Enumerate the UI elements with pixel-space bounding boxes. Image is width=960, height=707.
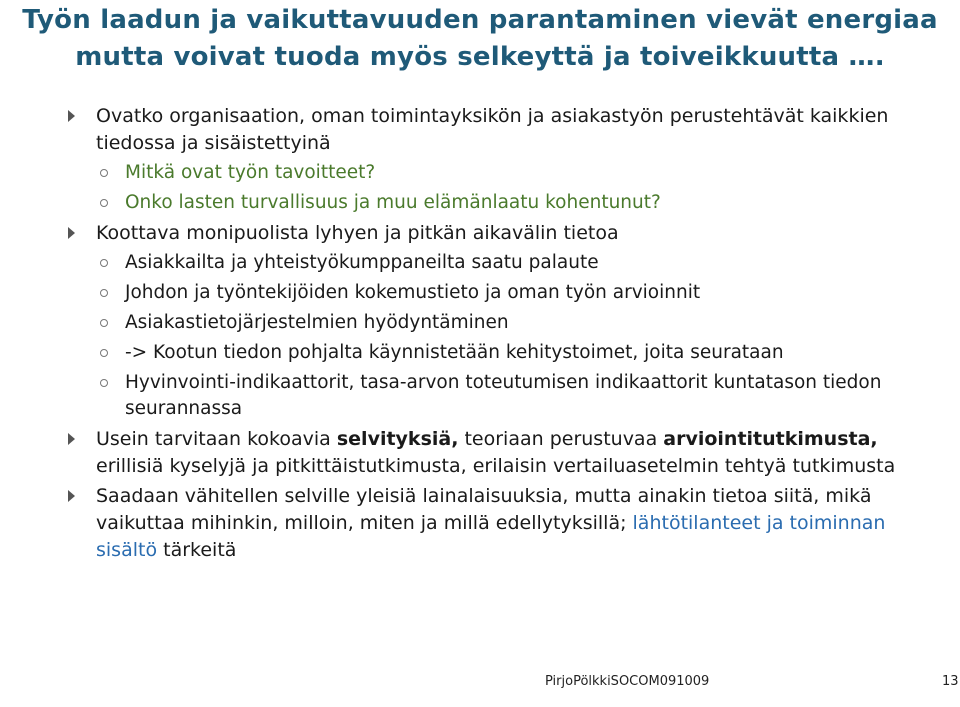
bullet-2: [68, 220, 948, 247]
bullet-4-highlight: lähtötilanteet ja toiminnan sisältö: [96, 512, 886, 561]
bullet-2-sub-3: [68, 310, 948, 336]
bullet-1-text: Ovatko organisaation, oman toimintayksikön ja asiakastyön perustehtävät kaikkien tiedossa ja sisäistettyinä: [96, 105, 889, 154]
bullet-2-sub-3-text: Asiakastietojärjestelmien hyödyntäminen: [125, 312, 509, 333]
bullet-4-text-1: Saadaan vähitellen selville yleisiä lainalaisuuksia, mutta ainakin tietoa siitä, mikä vaikuttaa mihinkin, milloin, miten ja millä edellytyksillä;: [96, 485, 872, 534]
bullet-2-text: Koottava monipuolista lyhyen ja pitkän aikavälin tietoa: [96, 222, 619, 244]
bullet-1-sub-2-text: Onko lasten turvallisuus ja muu elämänlaatu kohentunut?: [125, 192, 661, 213]
bullet-4-text-2: tärkeitä: [157, 539, 237, 561]
bullet-2-sub-4: [68, 340, 948, 366]
slide-title-line2: mutta voivat tuoda myös selkeyttä ja toiveikkuutta ….: [75, 42, 885, 72]
bullet-1: [68, 103, 948, 157]
slide-title-line1: Työn laadun ja vaikuttavuuden parantaminen vievät energiaa: [22, 5, 938, 35]
bullet-3-bold-1: selvityksiä,: [336, 428, 459, 450]
bullet-3-text-1: Usein tarvitaan kokoavia: [96, 428, 337, 450]
circle-bullet-icon: [100, 379, 108, 387]
circle-bullet-icon: [100, 259, 108, 267]
triangle-bullet-icon: [68, 433, 75, 445]
circle-bullet-icon: [100, 169, 108, 177]
bullet-3-bold-2: arviointitutkimusta,: [663, 428, 878, 450]
triangle-bullet-icon: [68, 490, 75, 502]
bullet-2-sub-1-text: Asiakkailta ja yhteistyökumppaneilta saatu palaute: [125, 252, 599, 273]
bullet-2-sub-1: [68, 250, 948, 276]
circle-bullet-icon: [100, 289, 108, 297]
page-number: 13: [942, 674, 959, 689]
circle-bullet-icon: [100, 199, 108, 207]
bullet-4: [68, 483, 948, 564]
circle-bullet-icon: [100, 319, 108, 327]
triangle-bullet-icon: [68, 110, 75, 122]
slide-footer: PirjoPölkkiSOCOM091009: [545, 674, 710, 689]
slide-body: [68, 103, 948, 567]
circle-bullet-icon: [100, 349, 108, 357]
slide-title: [0, 2, 960, 76]
bullet-1-sub-2: [68, 190, 948, 216]
bullet-2-sub-2: [68, 280, 948, 306]
bullet-1-sub-1: [68, 160, 948, 186]
bullet-3-text-2: teoriaan perustuvaa: [458, 428, 664, 450]
bullet-1-sub-1-text: Mitkä ovat työn tavoitteet?: [125, 162, 376, 183]
bullet-2-sub-5: [68, 370, 948, 422]
bullet-2-sub-2-text: Johdon ja työntekijöiden kokemustieto ja oman työn arvioinnit: [125, 282, 701, 303]
bullet-3: [68, 426, 948, 480]
bullet-2-sub-5-text: Hyvinvointi-indikaattorit, tasa-arvon toteutumisen indikaattorit kuntatason tiedon seurannassa: [125, 372, 882, 419]
bullet-2-sub-4-text: -> Kootun tiedon pohjalta käynnistetään kehitystoimet, joita seurataan: [125, 342, 784, 363]
triangle-bullet-icon: [68, 227, 75, 239]
bullet-3-text-3: erillisiä kyselyjä ja pitkittäistutkimusta, erilaisin vertailuasetelmin tehtyä tutkimusta: [96, 455, 896, 477]
